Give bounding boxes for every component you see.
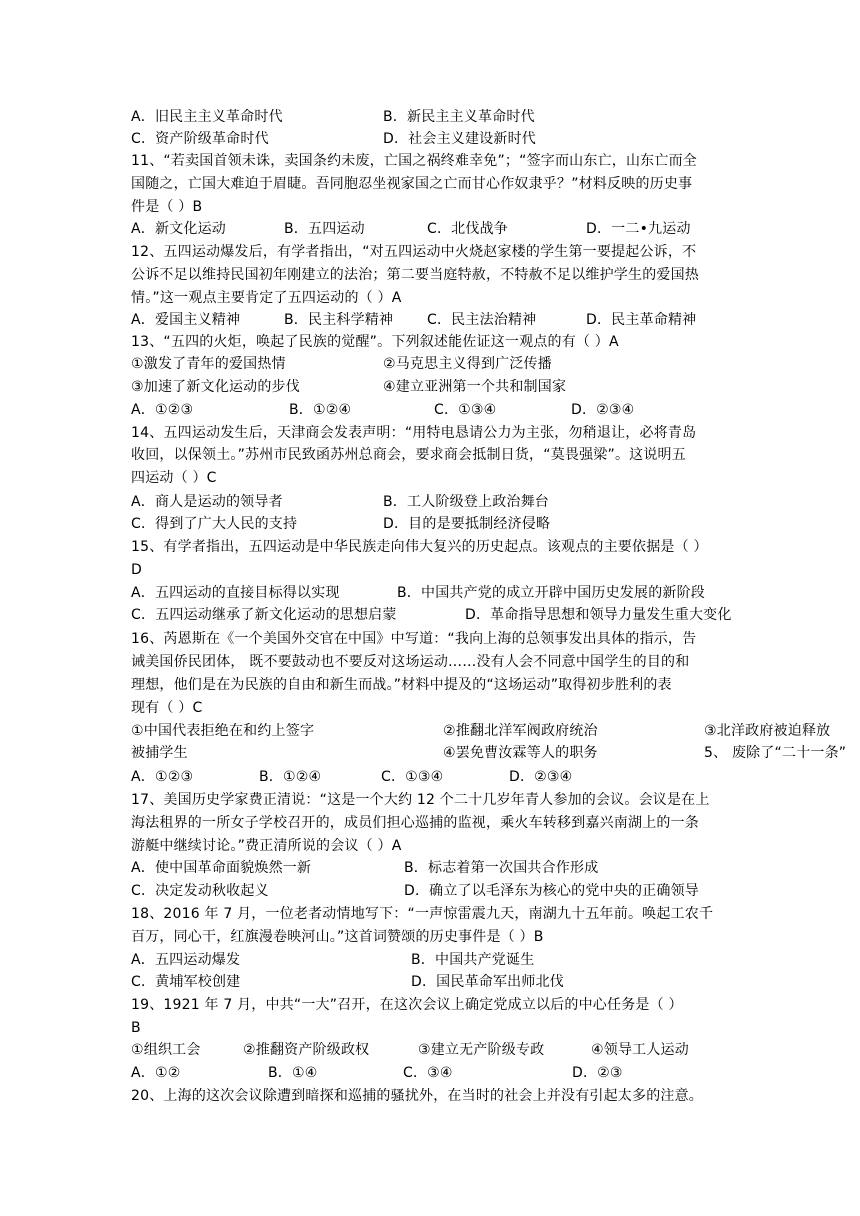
option-text: ③北洋政府被迫释放 [704, 723, 831, 739]
option-text: ①中国代表拒绝在和约上签字 [131, 723, 315, 739]
option-text: A．旧民主主义革命时代 [131, 109, 283, 125]
text-line: 公诉不足以维持民国初年刚建立的法治；第二要当庭特赦，不特赦不足以维护学生的爱国热 [131, 267, 699, 283]
option-text: A．五四运动的直接目标得以实现 [131, 585, 340, 601]
text-line: 件是（ ）B [131, 199, 203, 215]
option-text: D．②③④ [509, 769, 573, 785]
option-text: D．目的是要抵制经济侵略 [383, 516, 551, 532]
text-line: 国随之，亡国大难迫于眉睫。吾同胞忍坐视家国之亡而甘心作奴隶乎？”材料反映的历史事 [131, 176, 693, 192]
option-text: C．资产阶级革命时代 [131, 131, 269, 147]
text-line: 14、五四运动发生后，天津商会发表声明：“用特电恳请公力为主张，勿稍退让，必将青岛 [131, 425, 697, 441]
option-text: 被捕学生 [131, 745, 188, 761]
option-text: C．黄埔军校创建 [131, 974, 241, 990]
option-text: B．①④ [268, 1065, 318, 1081]
option-text: D．社会主义建设新时代 [383, 131, 536, 147]
option-text: C．③④ [403, 1065, 453, 1081]
text-line: B [131, 1020, 141, 1036]
option-text: D．②③④ [571, 402, 635, 418]
text-line: 16、芮恩斯在《一个美国外交官在中国》中写道：“我向上海的总领事发出具体的指示，告 [131, 631, 697, 647]
option-text: ③加速了新文化运动的步伐 [131, 379, 300, 395]
option-text: ①激发了青年的爱国热情 [131, 356, 286, 372]
option-text: B．工人阶级登上政治舞台 [383, 494, 550, 510]
text-line: 百万，同心干，红旗漫卷映河山。”这首词赞颂的历史事件是（ ）B [131, 929, 544, 945]
option-text: A．新文化运动 [131, 221, 226, 237]
option-text: B．①②④ [259, 769, 322, 785]
text-line: 17、美国历史学家费正清说：“这是一个大约 12 个二十几岁年青人参加的会议。会议是在上 [131, 792, 710, 808]
text-line: 四运动（ ）C [131, 470, 217, 486]
text-line: 情。”这一观点主要肯定了五四运动的（ ）A [131, 290, 402, 306]
text-line: 15、有学者指出，五四运动是中华民族走向伟大复兴的历史起点。该观点的主要依据是（ ） [131, 539, 708, 555]
option-text: C．决定发动秋收起义 [131, 883, 269, 899]
option-text: B．民主科学精神 [284, 312, 394, 328]
text-line: 海法租界的一所女子学校召开的，成员们担心巡捕的监视，乘火车转移到嘉兴南湖上的一条 [131, 815, 699, 831]
text-line: D [131, 562, 142, 578]
text-line: 18、2016 年 7 月，一位老者动情地写下：“一声惊雷震九天，南湖九十五年前。唤起工农千 [131, 906, 714, 922]
option-text: C．北伐战争 [427, 221, 508, 237]
option-text: B．①②④ [289, 402, 352, 418]
option-text: ②马克思主义得到广泛传播 [383, 356, 552, 372]
option-text: A．商人是运动的领导者 [131, 494, 283, 510]
option-text: C．①③④ [381, 769, 444, 785]
text-line: 19、1921 年 7 月，中共“一大”召开，在这次会议上确定党成立以后的中心任务是（ ） [131, 997, 683, 1013]
option-text: ②推翻资产阶级政权 [243, 1042, 370, 1058]
option-text: C．得到了广大人民的支持 [131, 516, 298, 532]
option-text: D．民主革命精神 [586, 312, 697, 328]
option-text: ④罢免曹汝霖等人的职务 [443, 745, 598, 761]
option-text: 5、 废除了“二十一条” [704, 745, 847, 761]
option-text: A．五四运动爆发 [131, 952, 241, 968]
option-text: B．中国共产党诞生 [411, 952, 535, 968]
option-text: A．使中国革命面貌焕然一新 [131, 860, 312, 876]
option-text: D．一二•九运动 [586, 221, 691, 237]
option-text: ②推翻北洋军阀政府统治 [443, 723, 598, 739]
text-line: 13、“五四的火炬，唤起了民族的觉醒”。下列叙述能佐证这一观点的有（ ）A [131, 334, 619, 350]
option-text: B．标志着第一次国共合作形成 [404, 860, 599, 876]
option-text: A．①②③ [131, 402, 194, 418]
text-line: 现有（ ）C [131, 700, 203, 716]
option-text: ④建立亚洲第一个共和制国家 [383, 379, 567, 395]
option-text: A．①②③ [131, 769, 194, 785]
option-text: C．民主法治精神 [427, 312, 537, 328]
text-line: 理想，他们是在为民族的自由和新生而战。”材料中提及的“这场运动”取得初步胜利的表 [131, 677, 672, 693]
option-text: C．①③④ [434, 402, 497, 418]
option-text: ③建立无产阶级专政 [418, 1042, 545, 1058]
option-text: A．爱国主义精神 [131, 312, 241, 328]
option-text: B．五四运动 [284, 221, 365, 237]
text-line: 收回，以保领土。”苏州市民致函苏州总商会，要求商会抵制日货，“莫畏强梁”。这说明五 [131, 447, 686, 463]
option-text: A．①② [131, 1065, 181, 1081]
option-text: C．五四运动继承了新文化运动的思想启蒙 [131, 607, 397, 623]
option-text: D．革命指导思想和领导力量发生重大变化 [465, 607, 732, 623]
text-line: 游艇中继续讨论。”费正清所说的会议（ ）A [131, 838, 402, 854]
option-text: B．中国共产党的成立开辟中国历史发展的新阶段 [397, 585, 706, 601]
option-text: D．国民革命军出师北伐 [411, 974, 564, 990]
text-line: 20、上海的这次会议除遭到暗探和巡捕的骚扰外，在当时的社会上并没有引起太多的注意。 [131, 1088, 704, 1104]
text-line: 12、五四运动爆发后，有学者指出，“对五四运动中火烧赵家楼的学生第一要提起公诉，不 [131, 244, 697, 260]
option-text: D．确立了以毛泽东为核心的党中央的正确领导 [404, 883, 699, 899]
option-text: B．新民主主义革命时代 [383, 109, 535, 125]
option-text: ①组织工会 [131, 1042, 201, 1058]
text-line: 诫美国侨民团体， 既不要鼓动也不要反对这场运动……没有人会不同意中国学生的目的和 [131, 654, 690, 670]
option-text: D．②③ [572, 1065, 623, 1081]
option-text: ④领导工人运动 [591, 1042, 689, 1058]
text-line: 11、“若卖国首领未诛，卖国条约未废，亡国之祸终难幸免”；“签字而山东亡，山东亡而全 [131, 153, 697, 169]
